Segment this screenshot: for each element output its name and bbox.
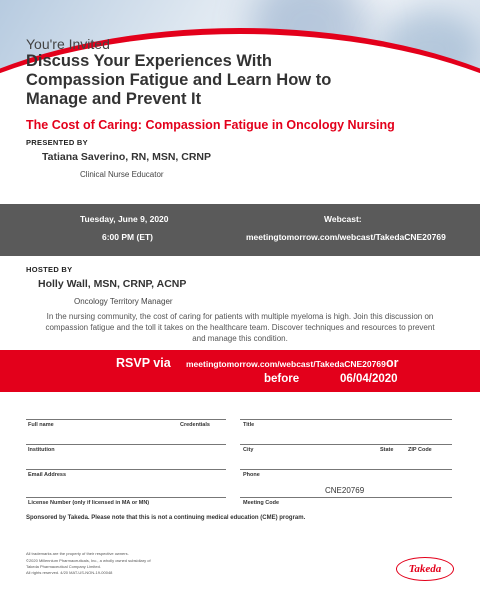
footnote-line: ©2020 Millennium Pharmaceuticals, Inc., a wholly owned subsidiary of (26, 558, 151, 563)
zip-label: ZIP Code (408, 447, 432, 453)
footnote-line: Takeda Pharmaceutical Company Limited. (26, 564, 101, 569)
meeting-code-field[interactable] (240, 497, 452, 498)
institution-label: Institution (28, 447, 55, 453)
email-label: Email Address (28, 472, 67, 478)
page-title: Discuss Your Experiences With Compassion Fatigue and Learn How to Manage and Prevent It (26, 52, 332, 108)
rsvp-before: before (264, 373, 300, 385)
event-description: In the nursing community, the cost of caring for patients with multiple myeloma is high. Join this discussion on compassion fatigue and the toll it takes on the healthcare team. Discover techniques and resources to prevent and manage this condition. (45, 312, 435, 343)
webcast-label: Webcast: (324, 214, 362, 224)
meeting-code-label: Meeting Code (243, 500, 280, 506)
presenter-name: Tatiana Saverino, RN, MSN, CRNP (42, 151, 212, 163)
hosted-by-label: HOSTED BY (26, 265, 73, 274)
phone-label: Phone (243, 472, 260, 478)
rsvp-deadline: 06/04/2020 (340, 373, 398, 385)
invited-label: You're Invited (26, 36, 110, 52)
presented-by-label: PRESENTED BY (26, 138, 88, 147)
meeting-code-value: CNE20769 (325, 486, 365, 495)
presenter-role: Clinical Nurse Educator (80, 170, 164, 179)
title-label: Title (243, 422, 255, 428)
title-field[interactable] (240, 419, 452, 420)
rsvp-band (0, 350, 480, 392)
footnote-line: All rights reserved. 4/20 MAT-US-NON-19-00048 (26, 570, 113, 575)
city-state-zip-field[interactable] (240, 444, 452, 445)
webcast-link[interactable]: meetingtomorrow.com/webcast/TakedaCNE20769 (246, 232, 446, 242)
footnote-line: All trademarks are the property of their respective owners. (26, 551, 129, 556)
phone-field[interactable] (240, 469, 452, 470)
event-time: 6:00 PM (ET) (102, 232, 154, 242)
takeda-logo (396, 557, 454, 581)
event-details-band (0, 204, 480, 256)
license-field[interactable] (26, 497, 226, 498)
sponsor-notice: Sponsored by Takeda. Please note that this is not a continuing medical education (CME) program. (26, 515, 306, 521)
host-name: Holly Wall, MSN, CRNP, ACNP (38, 278, 187, 290)
host-role: Oncology Territory Manager (74, 297, 173, 306)
full-name-field[interactable] (26, 419, 226, 420)
license-label: License Number (only if licensed in MA or MN) (28, 500, 150, 506)
rsvp-prefix: RSVP via (116, 356, 171, 370)
full-name-label: Full name (28, 422, 54, 428)
credentials-label: Credentials (180, 422, 210, 428)
email-field[interactable] (26, 469, 226, 470)
institution-field[interactable] (26, 444, 226, 445)
rsvp-link[interactable]: meetingtomorrow.com/webcast/TakedaCNE20769 (186, 359, 386, 369)
takeda-logo-text: Takeda (408, 563, 442, 575)
program-subtitle: The Cost of Caring: Compassion Fatigue in Oncology Nursing (26, 118, 395, 132)
event-date: Tuesday, June 9, 2020 (80, 214, 169, 224)
state-label: State (380, 447, 394, 453)
city-label: City (243, 447, 254, 453)
rsvp-or: or (386, 356, 399, 370)
